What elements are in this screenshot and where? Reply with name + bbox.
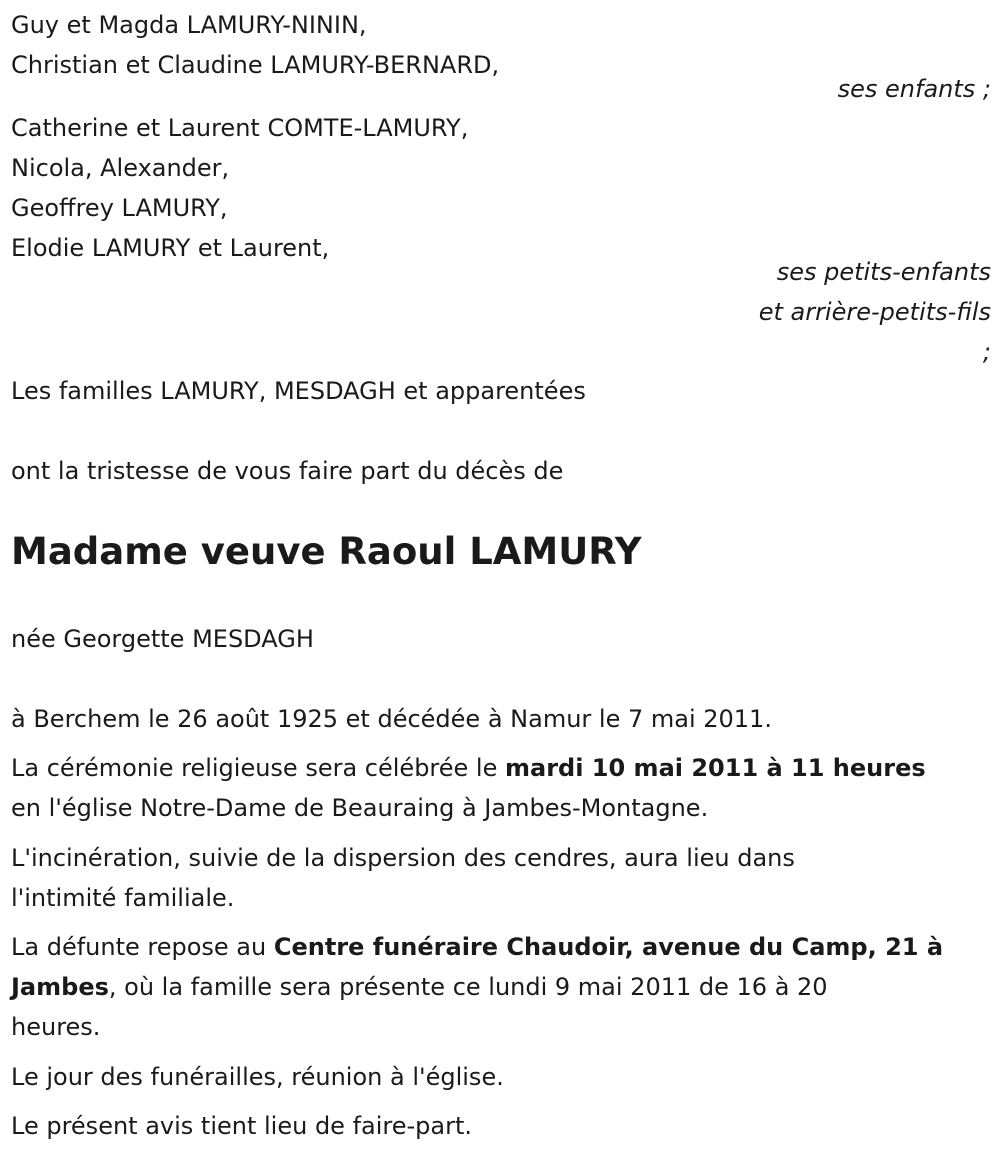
deceased-name: Madame veuve Raoul LAMURY — [11, 530, 642, 573]
grandchildren-label-end: ; — [982, 338, 991, 366]
rest-paragraph — [11, 927, 986, 1047]
meeting-line: Le jour des funérailles, réunion à l'église. — [11, 1063, 504, 1091]
announcement-line: ont la tristesse de vous faire part du décès de — [11, 457, 564, 485]
grandchild-line: Geoffrey LAMURY, — [11, 194, 228, 222]
ceremony-place: en l'église Notre-Dame de Beauraing à Jambes-Montagne. — [11, 794, 709, 822]
ceremony-prefix: La cérémonie religieuse sera célébrée le — [11, 754, 505, 782]
grandchildren-label: ses petits-enfants — [776, 258, 991, 286]
rest-place-line1: Centre funéraire Chaudoir, avenue du Camp, 21 à — [273, 933, 944, 961]
rest-place-line2: Jambes — [11, 973, 109, 1001]
cremation-paragraph — [11, 838, 986, 918]
obituary-notice — [11, 0, 991, 1162]
rest-line3: heures. — [11, 1013, 101, 1041]
great-grandchildren-label: et arrière-petits-fils — [758, 298, 991, 326]
grandchild-line: Nicola, Alexander, — [11, 154, 230, 182]
families-line: Les familles LAMURY, MESDAGH et apparentées — [11, 377, 586, 405]
grandchild-line: Catherine et Laurent COMTE-LAMURY, — [11, 114, 469, 142]
cremation-line1: L'incinération, suivie de la dispersion des cendres, aura lieu dans — [11, 844, 795, 872]
birth-death-line: à Berchem le 26 août 1925 et décédée à Namur le 7 mai 2011. — [11, 705, 772, 733]
ceremony-datetime: mardi 10 mai 2011 à 11 heures — [505, 754, 926, 782]
rest-prefix: La défunte repose au — [11, 933, 274, 961]
maiden-name: née Georgette MESDAGH — [11, 625, 314, 653]
children-label: ses enfants ; — [837, 75, 991, 103]
child-line: Christian et Claudine LAMURY-BERNARD, — [11, 51, 500, 79]
notice-line: Le présent avis tient lieu de faire-part. — [11, 1112, 473, 1140]
child-line: Guy et Magda LAMURY-NININ, — [11, 11, 367, 39]
cremation-line2: l'intimité familiale. — [11, 884, 235, 912]
rest-visit-times: , où la famille sera présente ce lundi 9 mai 2011 de 16 à 20 — [108, 973, 828, 1001]
grandchild-line: Elodie LAMURY et Laurent, — [11, 234, 330, 262]
ceremony-paragraph — [11, 748, 986, 828]
